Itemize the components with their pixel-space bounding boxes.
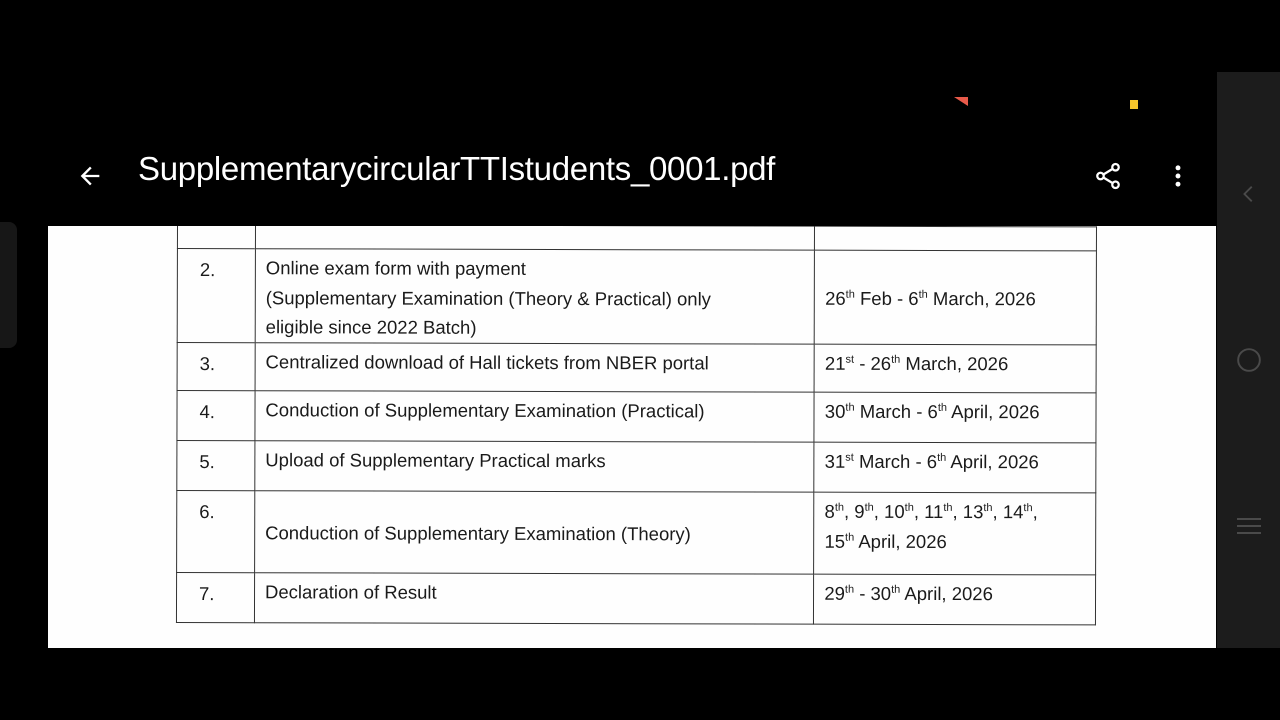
nav-back-button[interactable] <box>1233 178 1265 210</box>
serial-number-cell <box>177 390 255 440</box>
table-row <box>177 490 1096 574</box>
activity-text: Upload of Supplementary Practical marks <box>265 448 606 471</box>
activity-cell <box>255 249 815 344</box>
share-button[interactable] <box>1088 156 1128 196</box>
activity-cell <box>255 490 815 573</box>
date-cell <box>814 250 1096 344</box>
activity-text: eligible since 2022 Batch) <box>265 316 477 338</box>
activity-text: Online exam form with payment <box>265 257 526 279</box>
date-cell <box>814 574 1096 625</box>
system-navigation-bar <box>1217 72 1280 648</box>
app-bar <box>48 140 1216 226</box>
date-text: 15th April, 2026 <box>824 530 947 552</box>
activity-text: Conduction of Supplementary Examination (Practical) <box>265 398 705 421</box>
date-text: 26th Feb - 6th March, 2026 <box>825 287 1036 310</box>
serial-number: 4. <box>199 400 215 422</box>
status-indicator-yellow <box>1130 100 1138 109</box>
serial-number: 7. <box>199 582 215 604</box>
table-row <box>177 390 1096 442</box>
serial-number-cell <box>177 490 255 572</box>
edge-panel-handle[interactable] <box>0 222 17 348</box>
activity-cell <box>255 342 814 391</box>
menu-lines-icon <box>1235 514 1263 538</box>
more-vert-icon <box>1164 162 1192 190</box>
activity-text: (Supplementary Examination (Theory & Practical) only <box>265 286 711 309</box>
serial-number: 6. <box>199 500 215 522</box>
date-cell <box>814 392 1096 443</box>
more-options-button[interactable] <box>1158 156 1198 196</box>
serial-number-cell <box>176 572 254 622</box>
date-cell <box>814 442 1096 493</box>
pdf-page[interactable] <box>48 226 1216 648</box>
activity-cell <box>254 572 813 623</box>
table-row <box>177 249 1096 345</box>
table-row-partial <box>177 226 1096 251</box>
table-row <box>177 440 1096 492</box>
activity-text: Centralized download of Hall tickets from NBER portal <box>265 350 709 373</box>
serial-number-cell <box>177 342 255 390</box>
serial-number: 5. <box>199 450 215 472</box>
date-text: 30th March - 6th April, 2026 <box>824 400 1040 422</box>
chevron-left-icon <box>1238 183 1260 205</box>
share-icon <box>1093 161 1123 191</box>
nav-recents-button[interactable] <box>1233 510 1265 542</box>
date-text: 31st March - 6th April, 2026 <box>824 450 1039 472</box>
table-row <box>177 342 1096 392</box>
date-text: 29th - 30th April, 2026 <box>824 582 993 604</box>
activity-cell <box>255 440 814 491</box>
date-cell <box>814 344 1096 393</box>
nav-home-button[interactable] <box>1233 344 1265 376</box>
schedule-table <box>176 226 1097 625</box>
activity-text: Conduction of Supplementary Examination (Theory) <box>265 522 691 545</box>
table-row <box>176 572 1095 624</box>
activity-text: Declaration of Result <box>264 580 437 603</box>
serial-number: 3. <box>199 352 216 374</box>
status-indicator-red <box>954 97 968 106</box>
serial-number-cell <box>177 249 255 343</box>
date-cell <box>814 492 1096 575</box>
back-button[interactable] <box>70 156 110 196</box>
serial-number-cell <box>177 440 255 490</box>
date-text: 8th, 9th, 10th, 11th, 13th, 14th, <box>824 500 1038 522</box>
serial-number: 2. <box>199 259 216 281</box>
date-text: 21st - 26th March, 2026 <box>824 352 1009 374</box>
file-title: SupplementarycircularTTIstudents_0001.pdf <box>138 150 776 187</box>
circle-home-icon <box>1236 347 1262 373</box>
activity-cell <box>255 390 814 441</box>
arrow-left-icon <box>76 162 104 190</box>
